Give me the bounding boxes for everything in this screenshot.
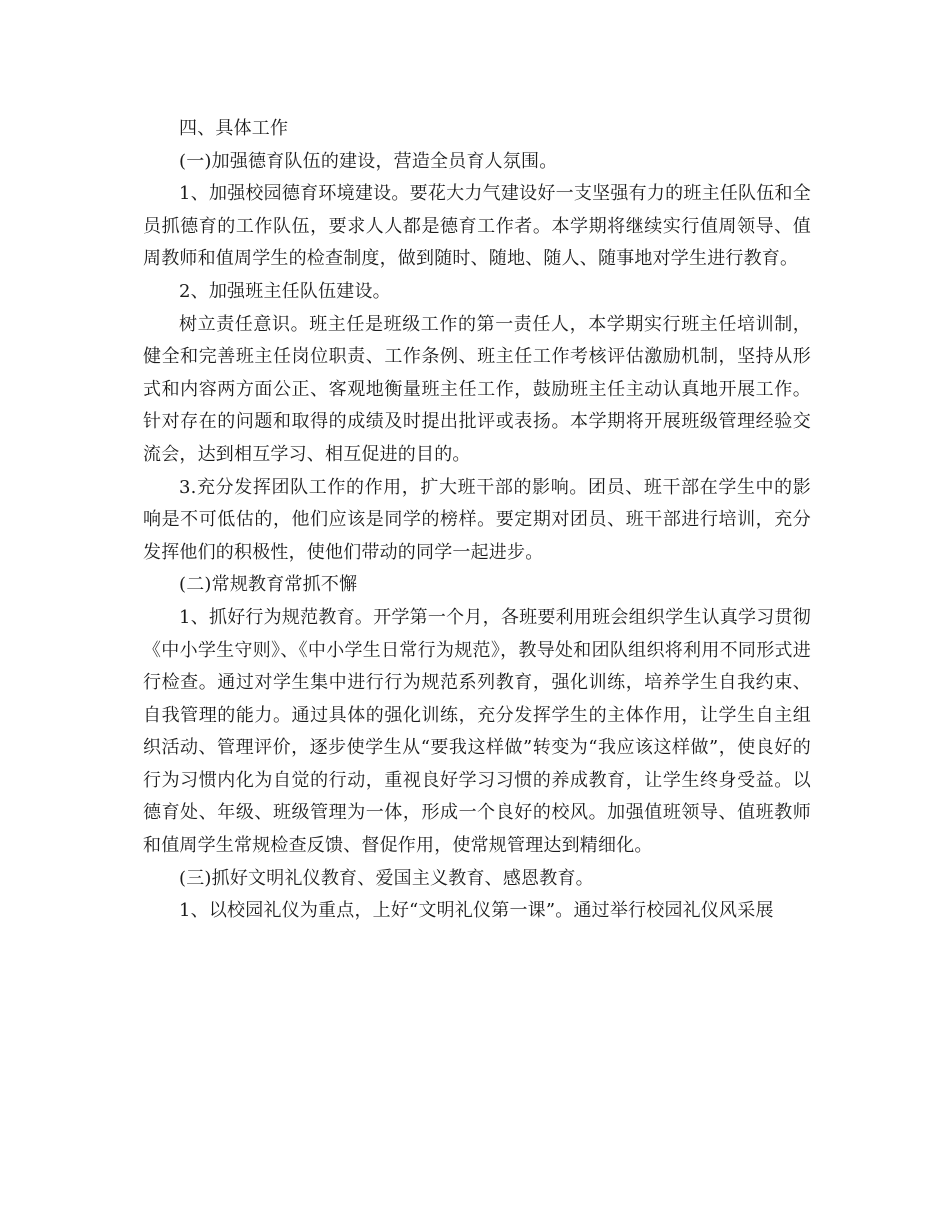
section-heading: 四、具体工作 <box>179 118 289 139</box>
subsection-heading: (二)常规教育常抓不懈 <box>179 574 358 596</box>
body-paragraph: 1、抓好行为规范教育。开学第一个月，各班要利用班会组织学生认真学习贯彻《中小学生守则》、《中小学生日常行为规范》，教导处和团队组织将利用不同形式进行检查。通过对学生集中进行行为规范系列教育，强化训练，培养学生自我约束、自我管理的能力。通过具体的强化训练，充分发挥学生的主体作用，让学生自主组织活动、管理评价，逐步使学生从“要我这样做”转变为“我应该这样做”，使良好的行为习惯内化为自觉的行动，重视良好学习习惯的养成教育，让学生终身受益。以德育处、年级、班级管理为一体，形成一个良好的校风。加强值班领导、值班教师和值周学生常规检查反馈、督促作用，使常规管理达到精细化。 <box>143 606 811 857</box>
subsection-heading: (三)抓好文明礼仪教育、爱国主义教育、感恩教育。 <box>179 867 594 889</box>
body-paragraph: 3.充分发挥团队工作的作用，扩大班干部的影响。团员、班干部在学生中的影响是不可低估的，他们应该是同学的榜样。要定期对团员、班干部进行培训，充分发挥他们的积极性，使他们带动的同学一起进步。 <box>143 476 811 563</box>
body-paragraph: 1、加强校园德育环境建设。要花大力气建设好一支坚强有力的班主任队伍和全员抓德育的工作队伍，要求人人都是德育工作者。本学期将继续实行值周领导、值周教师和值周学生的检查制度，做到随时、随地、随人、随事地对学生进行教育。 <box>143 183 811 270</box>
item-heading: 2、加强班主任队伍建设。 <box>179 280 391 302</box>
subsection-heading: (一)加强德育队伍的建设，营造全员育人氛围。 <box>179 150 558 172</box>
body-paragraph: 树立责任意识。班主任是班级工作的第一责任人，本学期实行班主任培训制，健全和完善班主任岗位职责、工作条例、班主任工作考核评估激励机制，坚持从形式和内容两方面公正、客观地衡量班主任工作，鼓励班主任主动认真地开展工作。针对存在的问题和取得的成绩及时提出批评或表扬。本学期将开展班级管理经验交流会，达到相互学习、相互促进的目的。 <box>143 313 811 465</box>
document-body <box>143 113 811 928</box>
body-paragraph: 1、以校园礼仪为重点，上好“文明礼仪第一课”。通过举行校园礼仪风采展 <box>179 900 774 922</box>
